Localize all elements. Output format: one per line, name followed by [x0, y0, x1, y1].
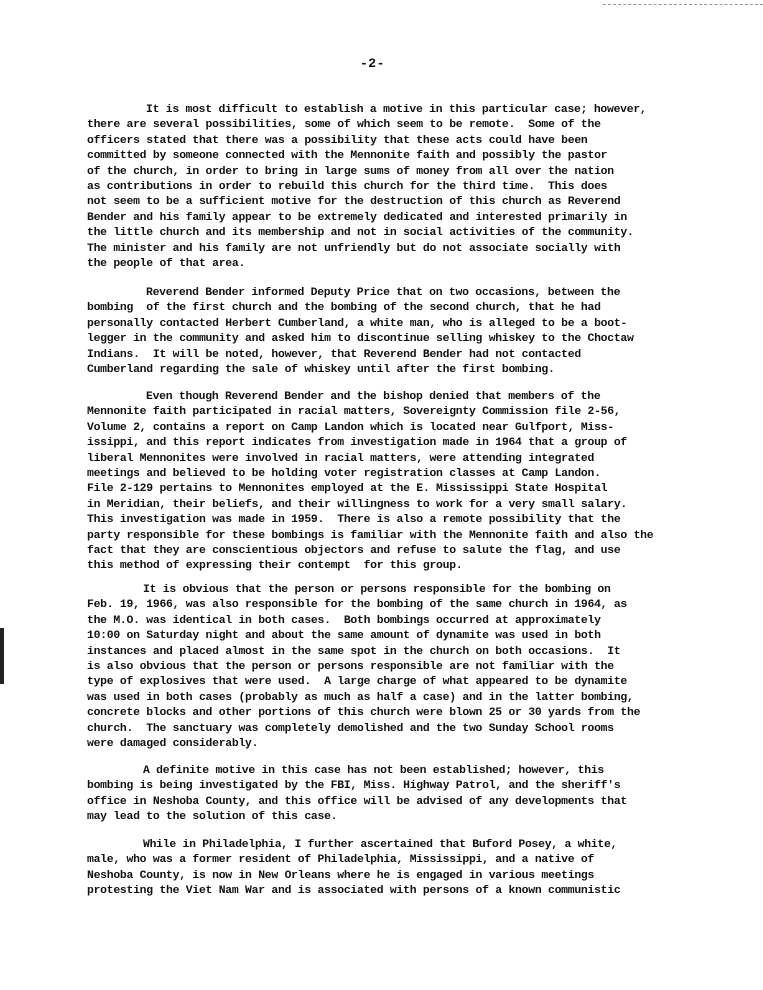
text-line: bombing is being investigated by the FBI, Miss. Highway Patrol, and the sheriff's: [87, 780, 621, 793]
text-line: this method of expressing their contempt for this group.: [87, 560, 463, 573]
text-line: Bender and his family appear to be extremely dedicated and interested primarily in: [87, 211, 628, 224]
text-line: While in Philadelphia, I further ascertained that Buford Posey, a white,: [143, 839, 618, 851]
text-line: church. The sanctuary was completely demolished and the two Sunday School rooms: [87, 722, 614, 735]
text-line: Feb. 19, 1966, was also responsible for the bombing of the same church in 1964, as: [87, 599, 628, 612]
text-line: 10:00 on Saturday night and about the same amount of dynamite was used in both: [87, 630, 601, 643]
text-line: instances and placed almost in the same spot in the church on both occasions. It: [87, 645, 621, 658]
text-line: party responsible for these bombings is familiar with the Mennonite faith and also the: [87, 529, 654, 542]
text-line: Volume 2, contains a report on Camp Landon which is located near Gulfport, Miss-: [87, 421, 614, 434]
text-line: It is most difficult to establish a motive in this particular case; however,: [146, 104, 647, 116]
text-line: the M.O. was identical in both cases. Both bombings occurred at approximately: [87, 614, 601, 627]
text-line: Mennonite faith participated in racial matters, Sovereignty Commission file 2-56,: [87, 406, 621, 419]
text-line: Reverend Bender informed Deputy Price that on two occasions, between the: [146, 287, 621, 299]
text-line: as contributions in order to rebuild this church for the third time. This does: [87, 181, 608, 193]
text-line: This investigation was made in 1959. There is also a remote possibility that the: [87, 514, 621, 527]
text-line: legger in the community and asked him to discontinue selling whiskey to the Choctaw: [87, 333, 634, 346]
text-line: of the church, in order to bring in large sums of money from all over the nation: [87, 165, 614, 178]
text-line: was used in both cases (probably as much as half a case) and in the latter bombing,: [87, 691, 634, 704]
text-line: concrete blocks and other portions of this church were blown 25 or 30 yards from the: [87, 707, 641, 720]
text-line: fact that they are conscientious objectors and refuse to salute the flag, and use: [87, 545, 621, 557]
text-line: It is obvious that the person or persons responsible for the bombing on: [143, 584, 611, 596]
text-line: Neshoba County, is now in New Orleans where he is engaged in various meetings: [87, 869, 595, 882]
text-line: Even though Reverend Bender and the bishop denied that members of the: [146, 391, 601, 403]
text-line: Cumberland regarding the sale of whiskey until after the first bombing.: [87, 364, 555, 376]
page-number: -2-: [360, 56, 385, 71]
text-line: male, who was a former resident of Philadelphia, Mississippi, and a native of: [87, 854, 595, 867]
text-line: A definite motive in this case has not been established; however, this: [143, 765, 604, 777]
text-line: Indians. It will be noted, however, that Reverend Bender had not contacted: [87, 348, 581, 361]
text-line: the people of that area.: [87, 258, 246, 270]
text-line: liberal Mennonites were involved in racial matters, were attending integrated: [87, 452, 595, 465]
text-line: type of explosives that were used. A large charge of what appeared to be dynamite: [87, 676, 628, 689]
text-line: were damaged considerably.: [87, 738, 259, 750]
text-line: is also obvious that the person or persons responsible are not familiar with the: [87, 661, 614, 673]
text-line: The minister and his family are not unfriendly but do not associate socially with: [87, 242, 621, 255]
text-line: officers stated that there was a possibility that these acts could have been: [87, 134, 588, 147]
text-line: meetings and believed to be holding voter registration classes at Camp Landon.: [87, 468, 601, 480]
text-line: office in Neshoba County, and this office will be advised of any developments that: [87, 795, 628, 808]
scan-margin-mark: [0, 628, 4, 684]
text-line: personally contacted Herbert Cumberland, a white man, who is alleged to be a boot-: [87, 317, 628, 330]
text-line: there are several possibilities, some of which seem to be remote. Some of the: [87, 119, 601, 132]
scan-edge-mark: [603, 0, 763, 5]
text-line: committed by someone connected with the Mennonite faith and possibly the pastor: [87, 150, 608, 163]
text-line: the little church and its membership and not in social activities of the community.: [87, 227, 634, 240]
text-line: protesting the Viet Nam War and is associated with persons of a known communistic: [87, 885, 621, 898]
text-line: File 2-129 pertains to Mennonites employed at the E. Mississippi State Hospital: [87, 483, 608, 496]
text-line: issippi, and this report indicates from investigation made in 1964 that a group of: [87, 437, 628, 450]
text-line: in Meridian, their beliefs, and their willingness to work for a very small salary.: [87, 498, 628, 511]
text-line: bombing of the first church and the bombing of the second church, that he had: [87, 302, 601, 315]
text-line: may lead to the solution of this case.: [87, 811, 338, 824]
text-line: not seem to be a sufficient motive for the destruction of this church as Reverend: [87, 196, 621, 209]
